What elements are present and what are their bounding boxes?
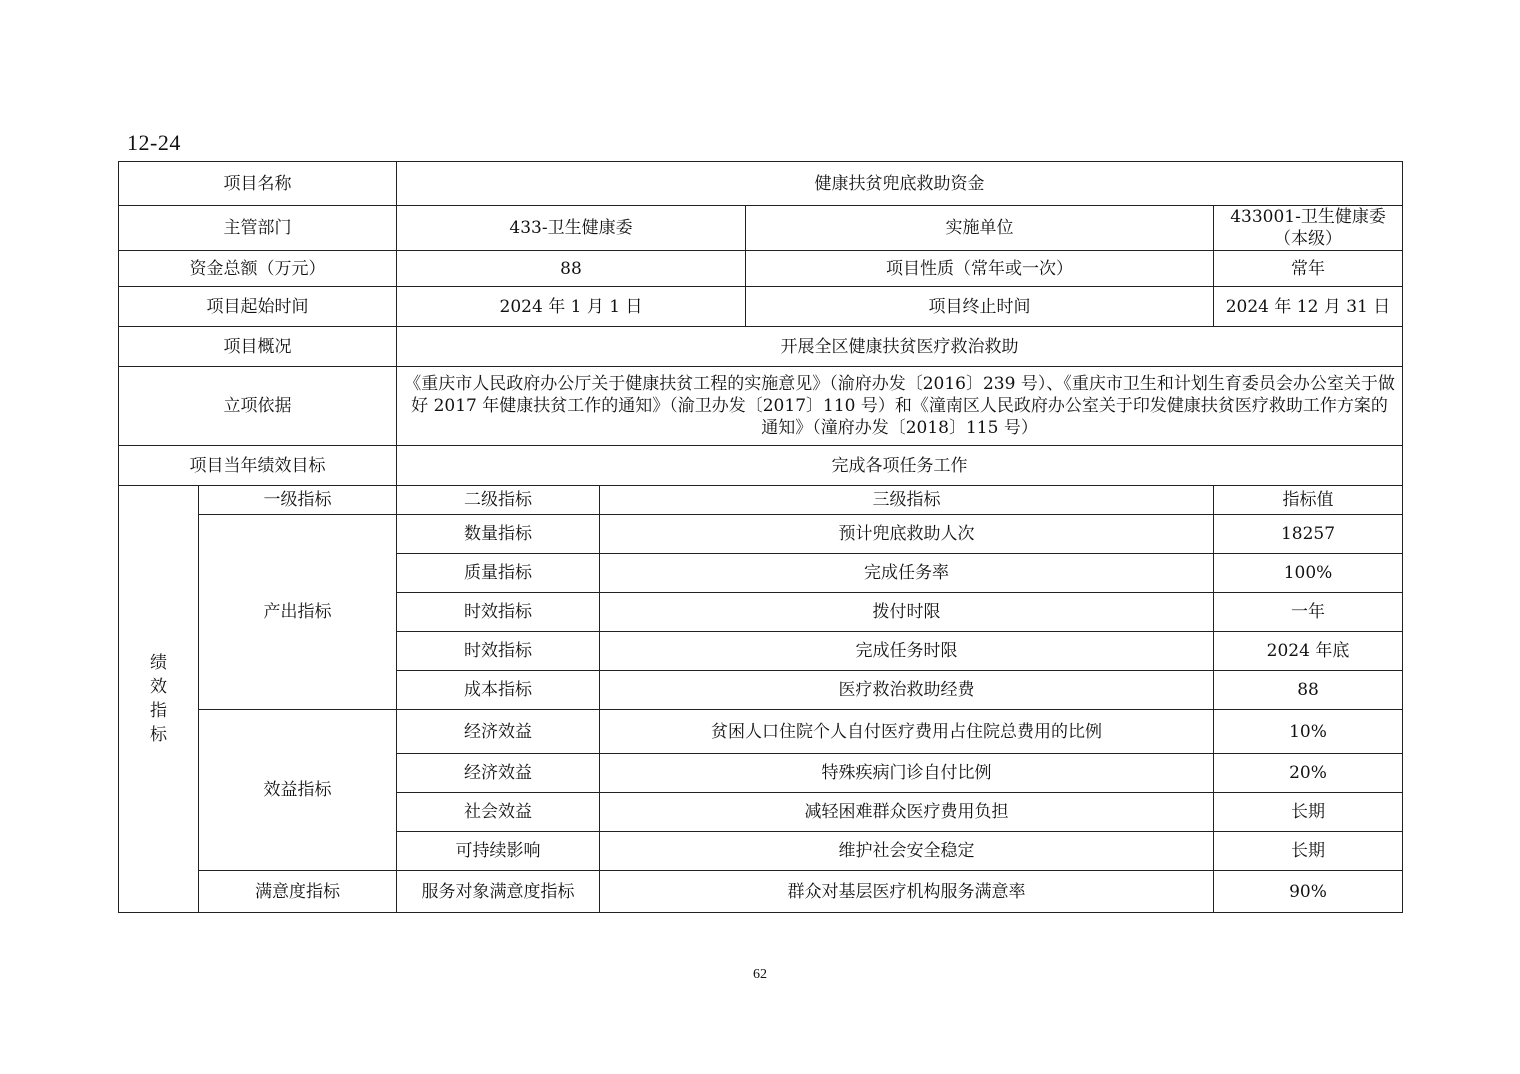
annual-goal-value: 完成各项任务工作 (397, 446, 1403, 486)
end-time-value: 2024 年 12 月 31 日 (1214, 287, 1403, 327)
value-cell: 20% (1214, 754, 1403, 793)
implementer-value: 433001-卫生健康委（本级） (1214, 206, 1403, 251)
end-time-label: 项目终止时间 (746, 287, 1214, 327)
row-annual-goal (119, 446, 1403, 486)
value-cell: 长期 (1214, 832, 1403, 871)
level2-cell: 成本指标 (397, 671, 600, 710)
header-level2: 二级指标 (397, 486, 600, 515)
value-cell: 18257 (1214, 515, 1403, 554)
header-value: 指标值 (1214, 486, 1403, 515)
page-number: 62 (753, 967, 767, 982)
level3-cell: 群众对基层医疗机构服务满意率 (600, 871, 1214, 913)
level2-cell: 时效指标 (397, 593, 600, 632)
table-row (119, 710, 1403, 754)
implementer-label: 实施单位 (746, 206, 1214, 251)
overview-label: 项目概况 (119, 327, 397, 367)
project-name-value: 健康扶贫兜底救助资金 (397, 162, 1403, 206)
value-cell: 90% (1214, 871, 1403, 913)
annual-goal-label: 项目当年绩效目标 (119, 446, 397, 486)
group-output-label: 产出指标 (199, 515, 397, 710)
row-project-name (119, 162, 1403, 206)
level2-cell: 质量指标 (397, 554, 600, 593)
value-cell: 长期 (1214, 793, 1403, 832)
value-cell: 100% (1214, 554, 1403, 593)
start-time-value: 2024 年 1 月 1 日 (397, 287, 746, 327)
value-cell: 2024 年底 (1214, 632, 1403, 671)
level3-cell: 医疗救治救助经费 (600, 671, 1214, 710)
row-overview (119, 327, 1403, 367)
level3-cell: 贫困人口住院个人自付医疗费用占住院总费用的比例 (600, 710, 1214, 754)
level2-cell: 时效指标 (397, 632, 600, 671)
level2-cell: 服务对象满意度指标 (397, 871, 600, 913)
level3-cell: 减轻困难群众医疗费用负担 (600, 793, 1214, 832)
table-row (119, 871, 1403, 913)
level3-cell: 维护社会安全稳定 (600, 832, 1214, 871)
row-time (119, 287, 1403, 327)
overview-value: 开展全区健康扶贫医疗救治救助 (397, 327, 1403, 367)
document-id: 12-24 (127, 130, 181, 155)
level2-cell: 可持续影响 (397, 832, 600, 871)
level2-cell: 经济效益 (397, 754, 600, 793)
row-funds (119, 251, 1403, 287)
level3-cell: 完成任务时限 (600, 632, 1214, 671)
level3-cell: 预计兜底救助人次 (600, 515, 1214, 554)
header-level1: 一级指标 (199, 486, 397, 515)
total-funds-label: 资金总额（万元） (119, 251, 397, 287)
group-satisfaction-label: 满意度指标 (199, 871, 397, 913)
level2-cell: 经济效益 (397, 710, 600, 754)
level2-cell: 数量指标 (397, 515, 600, 554)
table-row (119, 515, 1403, 554)
total-funds-value: 88 (397, 251, 746, 287)
performance-target-table (118, 161, 1403, 913)
value-cell: 10% (1214, 710, 1403, 754)
value-cell: 88 (1214, 671, 1403, 710)
perf-section-label: 绩效指标 (119, 486, 199, 913)
value-cell: 一年 (1214, 593, 1403, 632)
level3-cell: 拨付时限 (600, 593, 1214, 632)
basis-value: 《重庆市人民政府办公厅关于健康扶贫工程的实施意见》（渝府办发〔2016〕239 号）、《重庆市卫生和计划生育委员会办公室关于做好 2017 年健康扶贫工作的通知》（渝卫办发〔2017〕110 号）和《潼南区人民政府办公室关于印发健康扶贫医疗救助工作方案的通知》（潼府办发〔2018〕115 号） (397, 367, 1403, 446)
row-basis (119, 367, 1403, 446)
department-value: 433-卫生健康委 (397, 206, 746, 251)
basis-label: 立项依据 (119, 367, 397, 446)
level3-cell: 完成任务率 (600, 554, 1214, 593)
nature-label: 项目性质（常年或一次） (746, 251, 1214, 287)
row-department (119, 206, 1403, 251)
row-perf-header (119, 486, 1403, 515)
project-name-label: 项目名称 (119, 162, 397, 206)
level3-cell: 特殊疾病门诊自付比例 (600, 754, 1214, 793)
header-level3: 三级指标 (600, 486, 1214, 515)
group-benefit-label: 效益指标 (199, 710, 397, 871)
level2-cell: 社会效益 (397, 793, 600, 832)
department-label: 主管部门 (119, 206, 397, 251)
nature-value: 常年 (1214, 251, 1403, 287)
start-time-label: 项目起始时间 (119, 287, 397, 327)
